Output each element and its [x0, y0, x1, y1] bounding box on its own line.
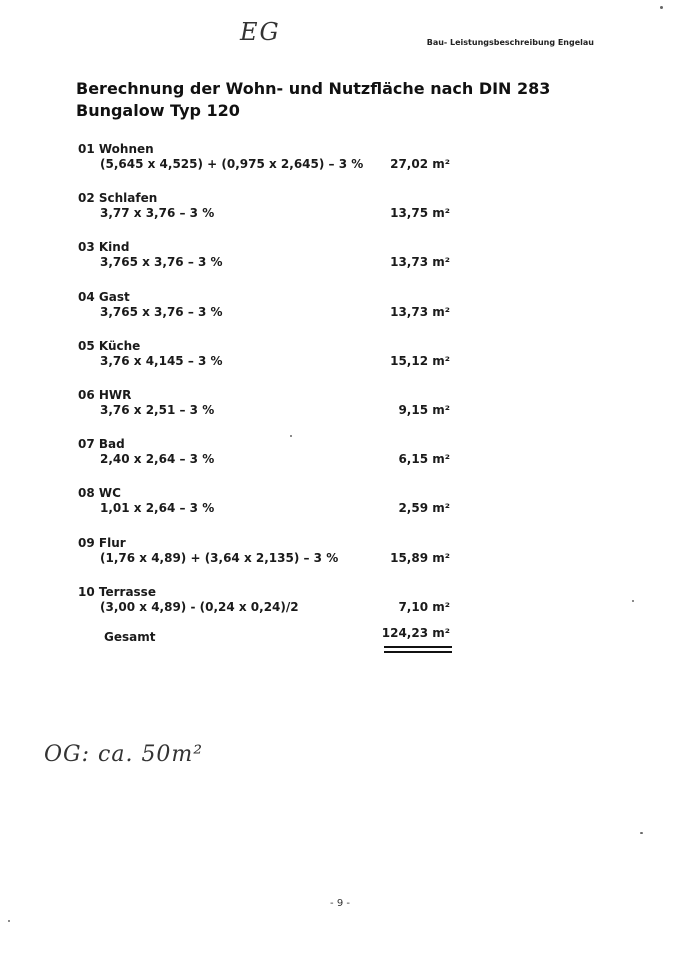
- room-calculation: 2,40 x 2,64 – 3 %: [100, 452, 215, 467]
- room-area: 2,59 m²: [398, 501, 450, 516]
- room-area: 15,89 m²: [390, 550, 450, 565]
- room-entry: [0, 583, 680, 632]
- room-entry: [0, 189, 680, 238]
- double-underline: [384, 646, 452, 653]
- scan-speck: [290, 435, 292, 437]
- total-row: [0, 626, 680, 656]
- room-entry: [0, 484, 680, 533]
- room-entry: [0, 435, 680, 484]
- room-calculation: 3,765 x 3,76 – 3 %: [100, 304, 223, 319]
- scan-speck: [640, 832, 643, 834]
- room-calculation: 3,77 x 3,76 – 3 %: [100, 206, 215, 221]
- room-area: 6,15 m²: [398, 452, 450, 467]
- scan-speck: [660, 6, 663, 9]
- room-label: 01 Wohnen: [78, 142, 154, 156]
- document-header: Bau- Leistungsbeschreibung Engelau: [426, 38, 594, 47]
- room-label: 07 Bad: [78, 437, 125, 452]
- title-line-2: Bungalow Typ 120: [76, 101, 240, 120]
- room-label: 10 Terrasse: [78, 584, 156, 599]
- room-label: 06 HWR: [78, 387, 132, 402]
- room-label: 02 Schlafen: [78, 191, 158, 206]
- room-label: 09 Flur: [78, 535, 126, 550]
- room-area: 9,15 m²: [398, 402, 450, 417]
- room-entry: [0, 386, 680, 435]
- room-entry: [0, 337, 680, 386]
- handwritten-og-note: OG: ca. 50m²: [44, 742, 204, 767]
- room-calculation: 1,01 x 2,64 – 3 %: [100, 501, 215, 516]
- room-entry: [0, 140, 680, 189]
- room-calculation: (3,00 x 4,89) - (0,24 x 0,24)/2: [100, 599, 299, 614]
- room-area: 27,02 m²: [390, 157, 450, 171]
- page-title: [76, 78, 550, 122]
- room-calculation: 3,765 x 3,76 – 3 %: [100, 255, 223, 270]
- room-label: 03 Kind: [78, 240, 130, 255]
- room-area: 13,73 m²: [390, 255, 450, 270]
- handwritten-eg-note: EG: [240, 18, 281, 46]
- room-entry: [0, 238, 680, 287]
- scan-speck: [632, 600, 634, 602]
- room-entry: [0, 288, 680, 337]
- room-calculation: (1,76 x 4,89) + (3,64 x 2,135) – 3 %: [100, 550, 339, 565]
- title-line-1: Berechnung der Wohn- und Nutzfläche nach DIN 283: [76, 79, 551, 98]
- room-calculation: (5,645 x 4,525) + (0,975 x 2,645) – 3 %: [100, 157, 364, 171]
- room-label: 04 Gast: [78, 289, 130, 304]
- room-entry: [0, 534, 680, 583]
- room-area: 13,73 m²: [390, 304, 450, 319]
- room-area: 15,12 m²: [390, 353, 450, 368]
- room-label: 05 Küche: [78, 338, 141, 353]
- scan-speck: [8, 920, 10, 922]
- room-calculation: 3,76 x 4,145 – 3 %: [100, 353, 223, 368]
- total-label: Gesamt: [104, 630, 156, 644]
- room-calculation: 3,76 x 2,51 – 3 %: [100, 402, 215, 417]
- total-value: 124,23 m²: [381, 626, 450, 640]
- page-number: - 9 -: [330, 898, 350, 909]
- room-label: 08 WC: [78, 486, 121, 501]
- room-area: 13,75 m²: [390, 206, 450, 221]
- room-area: 7,10 m²: [398, 599, 450, 614]
- room-list: [0, 140, 680, 632]
